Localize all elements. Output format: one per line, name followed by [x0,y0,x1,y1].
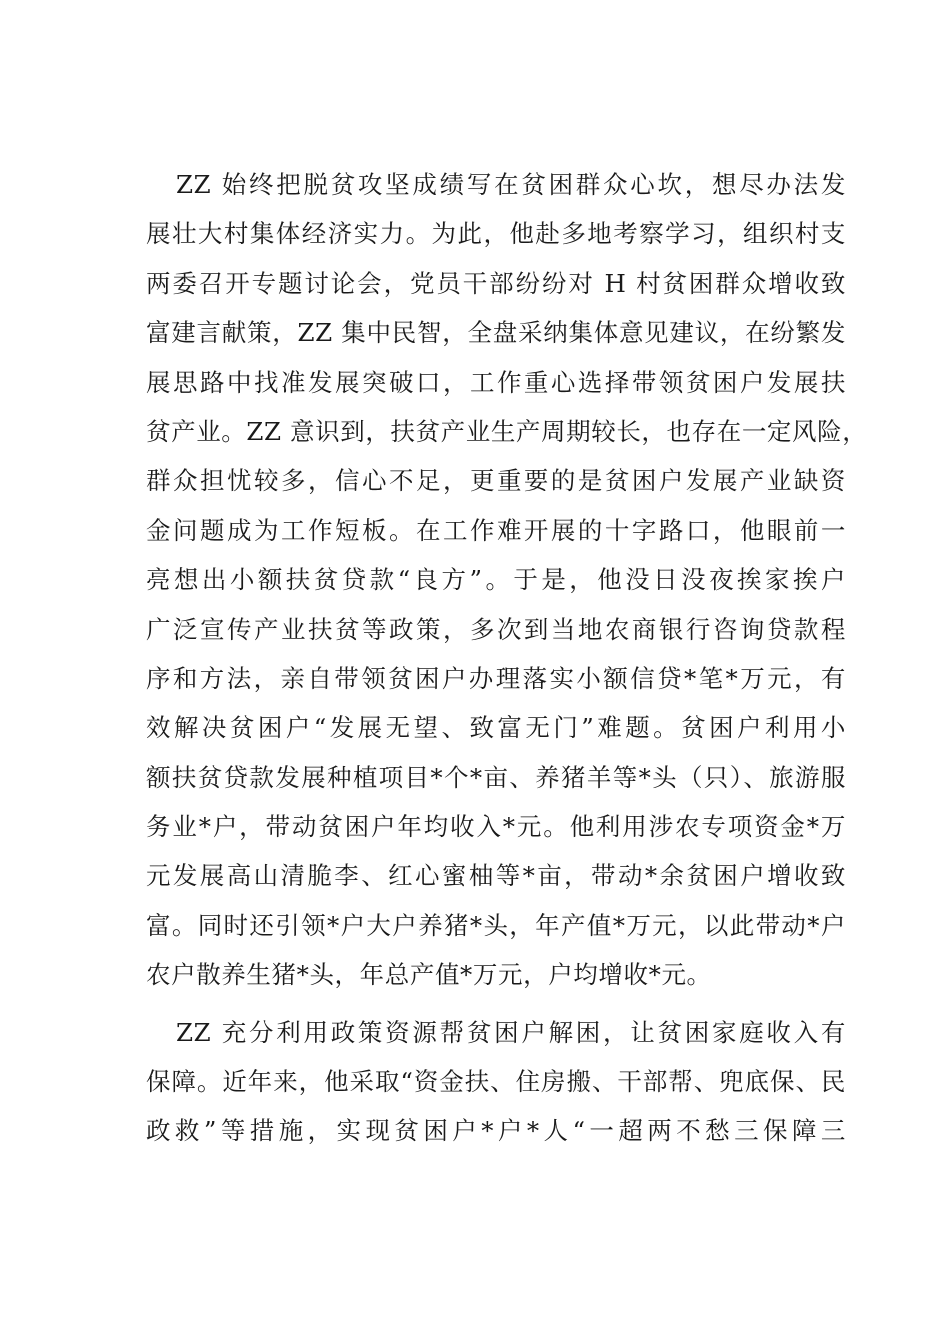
text-line: ZZ 充分利用政策资源帮贫困户解困，让贫困家庭收入有 [176,1017,846,1047]
text-line: ZZ 始终把脱贫攻坚成绩写在贫困群众心坎，想尽办法发 [176,170,846,199]
text-line: 亮想出小额扶贫贷款“良方”。于是，他没日没夜挨家挨户 [146,565,846,595]
text-line: 序和方法，亲自带领贫困户办理落实小额信贷*笔*万元，有 [146,663,846,693]
text-line: 富。同时还引领*户大户养猪*头，年产值*万元，以此带动*户 [146,910,846,940]
text-line: 金问题成为工作短板。在工作难开展的十字路口，他眼前一 [146,515,846,545]
document-body [146,160,868,1164]
text-line: 展壮大村集体经济实力。为此，他赴多地考察学习，组织村支 [146,219,846,249]
text-line: 贫产业。ZZ 意识到，扶贫产业生产周期较长，也存在一定风险， [146,416,868,446]
text-line: 务业*户，带动贫困户年均收入*元。他利用涉农专项资金*万 [146,812,846,842]
paragraph-1 [146,160,868,1000]
paragraph-2 [146,1008,846,1156]
text-line: 两委召开专题讨论会，党员干部纷纷对 H 村贫困群众增收致 [146,268,846,298]
text-line: 元发展高山清脆李、红心蜜柚等*亩，带动*余贫困户增收致 [146,861,846,891]
text-line: 广泛宣传产业扶贫等政策，多次到当地农商银行咨询贷款程 [146,614,846,644]
text-line: 保障。近年来，他采取“资金扶、住房搬、干部帮、兜底保、民 [146,1067,846,1097]
text-line: 额扶贫贷款发展种植项目*个*亩、养猪羊等*头（只）、旅游服 [146,762,846,792]
text-line: 政救”等措施，实现贫困户*户*人“一超两不愁三保障三 [146,1116,846,1146]
text-line: 展思路中找准发展突破口，工作重心选择带领贫困户发展扶 [146,367,846,397]
text-line: 群众担忧较多，信心不足，更重要的是贫困户发展产业缺资 [146,466,846,496]
text-line: 效解决贫困户“发展无望、致富无门”难题。贫困户利用小 [146,713,846,743]
text-line: 富建言献策，ZZ 集中民智，全盘采纳集体意见建议，在纷繁发 [146,318,846,348]
text-line: 农户散养生猪*头，年总产值*万元，户均增收*元。 [146,960,712,990]
